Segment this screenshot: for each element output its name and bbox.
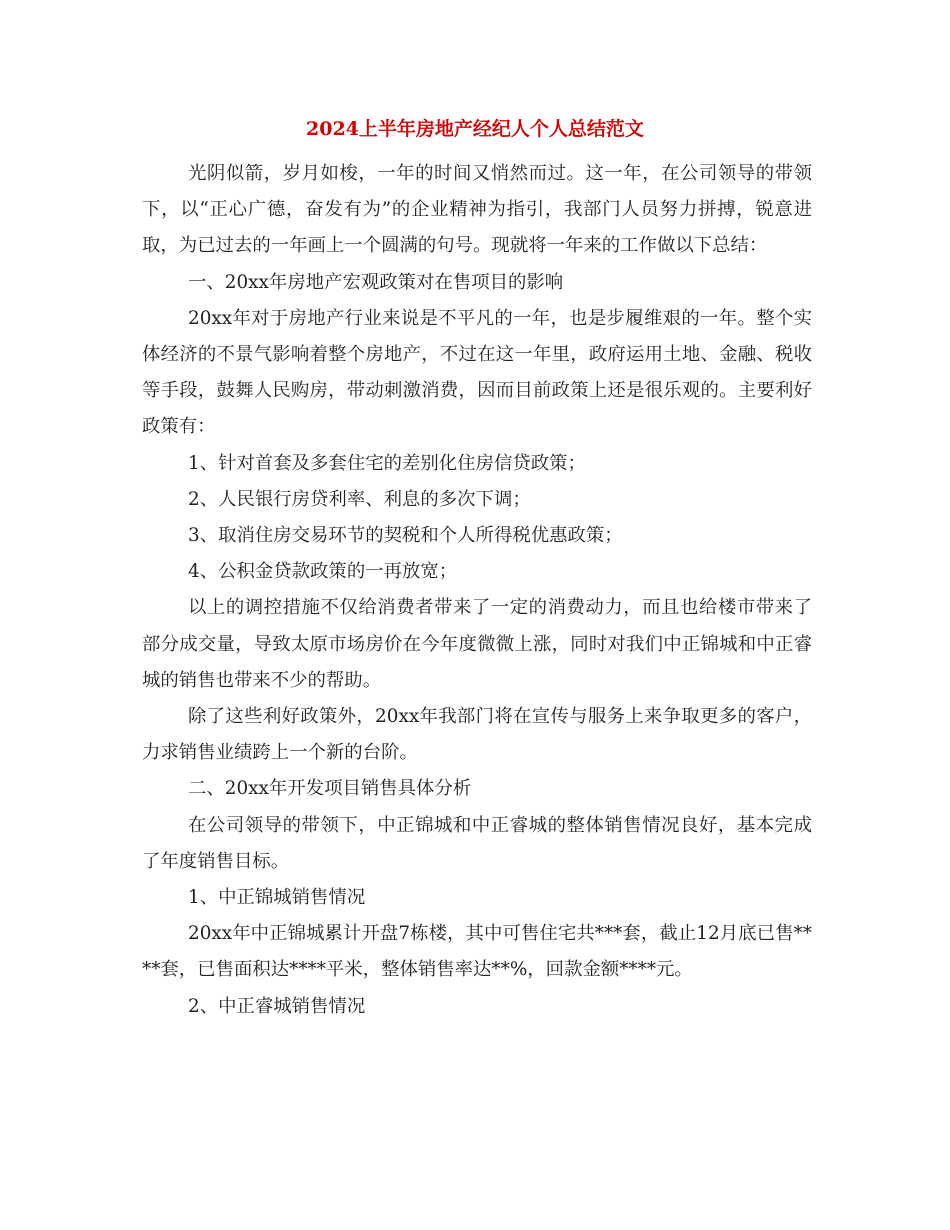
paragraph-policy-effect: 以上的调控措施不仅给消费者带来了一定的消费动力，而且也给楼市带来了部分成交量，导致太原市场房价在今年度微微上涨，同时对我们中正锦城和中正睿城的销售也带来不少的帮助。 (142, 597, 812, 691)
document-body (142, 156, 812, 1025)
paragraph-intro: 光阴似箭，岁月如梭，一年的时间又悄然而过。这一年，在公司领导的带领下，以“正心广德，奋发有为”的企业精神为指引，我部门人员努力拼搏，锐意进取，为已过去的一年画上一个圆满的句号。现就将一年来的工作做以下总结： (142, 163, 812, 257)
paragraph-market: 20xx年对于房地产行业来说是不平凡的一年，也是步履维艰的一年。整个实体经济的不景气影响着整个房地产，不过在这一年里，政府运用土地、金融、税收等手段，鼓舞人民购房，带动刺激消费，因而目前政策上还是很乐观的。主要利好政策有： (142, 307, 812, 438)
paragraph-sales-overview: 在公司领导的带领下，中正锦城和中正睿城的整体销售情况良好，基本完成了年度销售目标。 (142, 814, 812, 872)
paragraph-department-plan: 除了这些利好政策外，20xx年我部门将在宣传与服务上来争取更多的客户，力求销售业绩跨上一个新的台阶。 (142, 706, 812, 764)
list-item-policy-2: 2、人民银行房贷利率、利息的多次下调； (188, 488, 531, 510)
paragraph-jincheng-sales: 20xx年中正锦城累计开盘7栋楼，其中可售住宅共***套，截止12月底已售****套，已售面积达****平米，整体销售率达**%，回款金额****元。 (142, 923, 812, 981)
list-item-policy-4: 4、公积金贷款政策的一再放宽； (188, 561, 458, 583)
heading-subsection-jincheng: 1、中正锦城销售情况 (188, 887, 366, 909)
heading-section-2: 二、20xx年开发项目销售具体分析 (188, 778, 472, 800)
document-title: 2024上半年房地产经纪人个人总结范文 (306, 118, 644, 140)
list-item-policy-3: 3、取消住房交易环节的契税和个人所得税优惠政策； (188, 525, 623, 547)
heading-section-1: 一、20xx年房地产宏观政策对在售项目的影响 (188, 271, 564, 293)
heading-subsection-ruicheng: 2、中正睿城销售情况 (188, 995, 366, 1017)
list-item-policy-1: 1、针对首套及多套住宅的差别化住房信贷政策； (188, 452, 586, 474)
